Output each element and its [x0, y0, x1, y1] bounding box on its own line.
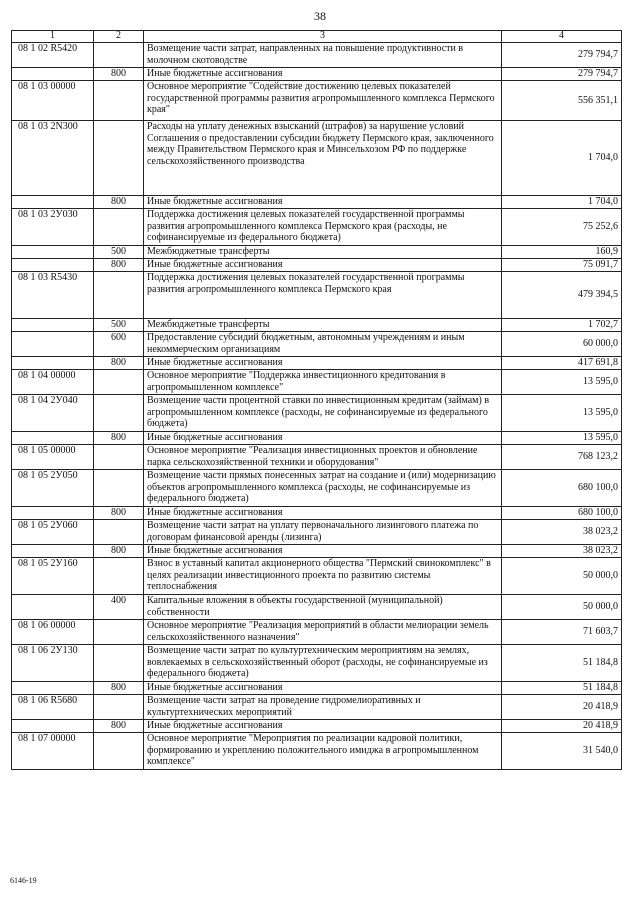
row-code: [12, 357, 94, 370]
row-amount: 51 184,8: [502, 682, 622, 695]
row-amount: 31 540,0: [502, 733, 622, 770]
column-header-name: 3: [144, 31, 502, 43]
row-code: 08 1 02 R5420: [12, 43, 94, 68]
row-expense-type: [94, 620, 144, 645]
table-row: [12, 68, 622, 81]
table-row: [12, 558, 622, 595]
row-amount: 38 023,2: [502, 520, 622, 545]
row-name: Капитальные вложения в объекты государственной (муниципальной) собственности: [144, 595, 502, 620]
row-name: Межбюджетные трансферты: [144, 246, 502, 259]
budget-table: [11, 30, 622, 770]
column-header-amount: 4: [502, 31, 622, 43]
row-name: Основное мероприятие "Содействие достижению целевых показателей государственной программы развития агропромышленного комплекса Пермского края": [144, 81, 502, 121]
row-expense-type: 500: [94, 246, 144, 259]
row-code: [12, 68, 94, 81]
row-name: Поддержка достижения целевых показателей государственной программы развития агропромышленного комплекса Пермского края (расходы, не софинансируемые из федерального бюджета): [144, 209, 502, 246]
row-expense-type: 800: [94, 259, 144, 272]
table-row: [12, 246, 622, 259]
row-name: Возмещение части затрат на уплату первоначального лизингового платежа по договорам финансовой аренды (лизинга): [144, 520, 502, 545]
row-name: Поддержка достижения целевых показателей государственной программы развития агропромышленного комплекса Пермского края: [144, 272, 502, 319]
row-code: 08 1 05 2У160: [12, 558, 94, 595]
row-expense-type: [94, 558, 144, 595]
row-amount: 479 394,5: [502, 272, 622, 319]
row-amount: 13 595,0: [502, 395, 622, 432]
row-amount: 50 000,0: [502, 558, 622, 595]
table-row: [12, 272, 622, 319]
row-code: [12, 595, 94, 620]
row-amount: 556 351,1: [502, 81, 622, 121]
table-header-row: [12, 31, 622, 43]
row-code: [12, 720, 94, 733]
row-amount: 75 252,6: [502, 209, 622, 246]
table-row: [12, 395, 622, 432]
row-name: Основное мероприятие "Поддержка инвестиционного кредитования в агропромышленном комплексе": [144, 370, 502, 395]
row-amount: 1 702,7: [502, 319, 622, 332]
row-amount: 279 794,7: [502, 68, 622, 81]
row-amount: 680 100,0: [502, 507, 622, 520]
table-row: [12, 682, 622, 695]
row-code: 08 1 05 00000: [12, 445, 94, 470]
table-row: [12, 470, 622, 507]
table-body: [12, 43, 622, 770]
row-name: Иные бюджетные ассигнования: [144, 432, 502, 445]
table-row: [12, 319, 622, 332]
row-amount: 279 794,7: [502, 43, 622, 68]
row-expense-type: [94, 520, 144, 545]
row-name: Иные бюджетные ассигнования: [144, 682, 502, 695]
table-row: [12, 507, 622, 520]
table-row: [12, 720, 622, 733]
table-row: [12, 259, 622, 272]
table-row: [12, 445, 622, 470]
table-row: [12, 332, 622, 357]
row-expense-type: [94, 209, 144, 246]
row-code: 08 1 03 00000: [12, 81, 94, 121]
row-amount: 160,9: [502, 246, 622, 259]
row-expense-type: 800: [94, 507, 144, 520]
table-row: [12, 645, 622, 682]
row-amount: 75 091,7: [502, 259, 622, 272]
row-name: Расходы на уплату денежных взысканий (штрафов) за нарушение условий Соглашения о предоставлении субсидии бюджету Пермского края, заключенного между Правительством Пермского края и Минсельхозом РФ по поддержке сельскохозяйственного производства: [144, 121, 502, 196]
table-row: [12, 733, 622, 770]
row-expense-type: 800: [94, 68, 144, 81]
table-row: [12, 595, 622, 620]
row-code: 08 1 04 00000: [12, 370, 94, 395]
table-row: [12, 370, 622, 395]
row-amount: 71 603,7: [502, 620, 622, 645]
row-amount: 768 123,2: [502, 445, 622, 470]
row-code: 08 1 07 00000: [12, 733, 94, 770]
row-code: [12, 196, 94, 209]
row-expense-type: 600: [94, 332, 144, 357]
row-name: Возмещение части процентной ставки по инвестиционным кредитам (займам) в агропромышленном комплексе (расходы, не софинансируемые из федерального бюджета): [144, 395, 502, 432]
row-expense-type: [94, 370, 144, 395]
row-code: [12, 246, 94, 259]
page-number: 38: [314, 9, 326, 23]
row-amount: 20 418,9: [502, 720, 622, 733]
row-name: Возмещение части затрат, направленных на повышение продуктивности в молочном скотоводстве: [144, 43, 502, 68]
row-code: [12, 545, 94, 558]
row-name: Основное мероприятие "Реализация инвестиционных проектов и обновление парка сельскохозяйственной техники и оборудования": [144, 445, 502, 470]
row-code: 08 1 05 2У060: [12, 520, 94, 545]
row-code: 08 1 03 2N300: [12, 121, 94, 196]
row-amount: 13 595,0: [502, 432, 622, 445]
row-code: [12, 259, 94, 272]
row-expense-type: [94, 395, 144, 432]
table-row: [12, 81, 622, 121]
row-name: Иные бюджетные ассигнования: [144, 196, 502, 209]
row-expense-type: [94, 272, 144, 319]
row-name: Иные бюджетные ассигнования: [144, 545, 502, 558]
table-row: [12, 432, 622, 445]
row-amount: 50 000,0: [502, 595, 622, 620]
row-amount: 51 184,8: [502, 645, 622, 682]
row-expense-type: [94, 43, 144, 68]
row-expense-type: [94, 645, 144, 682]
row-name: Межбюджетные трансферты: [144, 319, 502, 332]
table-row: [12, 695, 622, 720]
row-name: Иные бюджетные ассигнования: [144, 68, 502, 81]
row-name: Предоставление субсидий бюджетным, автономным учреждениям и иным некоммерческим организациям: [144, 332, 502, 357]
row-expense-type: 800: [94, 682, 144, 695]
row-code: [12, 432, 94, 445]
row-code: [12, 332, 94, 357]
row-code: 08 1 06 2У130: [12, 645, 94, 682]
table-row: [12, 357, 622, 370]
row-expense-type: 800: [94, 357, 144, 370]
row-code: 08 1 06 R5680: [12, 695, 94, 720]
row-code: 08 1 05 2У050: [12, 470, 94, 507]
row-expense-type: [94, 733, 144, 770]
row-amount: 60 000,0: [502, 332, 622, 357]
row-name: Основное мероприятие "Реализация мероприятий в области мелиорации земель сельскохозяйственного назначения": [144, 620, 502, 645]
row-code: [12, 507, 94, 520]
row-expense-type: [94, 445, 144, 470]
row-amount: 417 691,8: [502, 357, 622, 370]
row-expense-type: [94, 695, 144, 720]
row-name: Основное мероприятие "Мероприятия по реализации кадровой политики, формированию и укреплению положительного имиджа в агропромышленном комплексе": [144, 733, 502, 770]
row-code: 08 1 06 00000: [12, 620, 94, 645]
row-amount: 20 418,9: [502, 695, 622, 720]
footer-code: 6146-19: [10, 876, 37, 885]
row-expense-type: [94, 81, 144, 121]
row-code: 08 1 03 2У030: [12, 209, 94, 246]
row-name: Иные бюджетные ассигнования: [144, 720, 502, 733]
row-amount: 38 023,2: [502, 545, 622, 558]
row-name: Возмещение части затрат на проведение гидромелиоративных и культуртехнических мероприятий: [144, 695, 502, 720]
row-expense-type: [94, 121, 144, 196]
row-code: [12, 682, 94, 695]
row-expense-type: 800: [94, 432, 144, 445]
row-code: [12, 319, 94, 332]
row-code: 08 1 04 2У040: [12, 395, 94, 432]
row-amount: 13 595,0: [502, 370, 622, 395]
column-header-code: 1: [12, 31, 94, 43]
row-name: Возмещение части прямых понесенных затрат на создание и (или) модернизацию объектов агропромышленного комплекса (расходы, не софинансируемые из федерального бюджета): [144, 470, 502, 507]
table-row: [12, 620, 622, 645]
table-row: [12, 43, 622, 68]
row-expense-type: 800: [94, 545, 144, 558]
table-row: [12, 196, 622, 209]
row-expense-type: [94, 470, 144, 507]
table-row: [12, 209, 622, 246]
row-code: 08 1 03 R5430: [12, 272, 94, 319]
row-name: Иные бюджетные ассигнования: [144, 507, 502, 520]
row-name: Иные бюджетные ассигнования: [144, 357, 502, 370]
row-amount: 1 704,0: [502, 196, 622, 209]
row-expense-type: 500: [94, 319, 144, 332]
column-header-type: 2: [94, 31, 144, 43]
row-expense-type: 800: [94, 720, 144, 733]
table-row: [12, 121, 622, 196]
row-amount: 680 100,0: [502, 470, 622, 507]
table-row: [12, 545, 622, 558]
table-row: [12, 520, 622, 545]
row-name: Взнос в уставный капитал акционерного общества "Пермский свинокомплекс" в целях реализации инвестиционного проекта по развитию системы теплоснабжения: [144, 558, 502, 595]
row-expense-type: 400: [94, 595, 144, 620]
row-name: Возмещение части затрат по культуртехническим мероприятиям на землях, вовлекаемых в сельскохозяйственный оборот (расходы, не софинансируемые из федерального бюджета): [144, 645, 502, 682]
row-expense-type: 800: [94, 196, 144, 209]
row-name: Иные бюджетные ассигнования: [144, 259, 502, 272]
row-amount: 1 704,0: [502, 121, 622, 196]
